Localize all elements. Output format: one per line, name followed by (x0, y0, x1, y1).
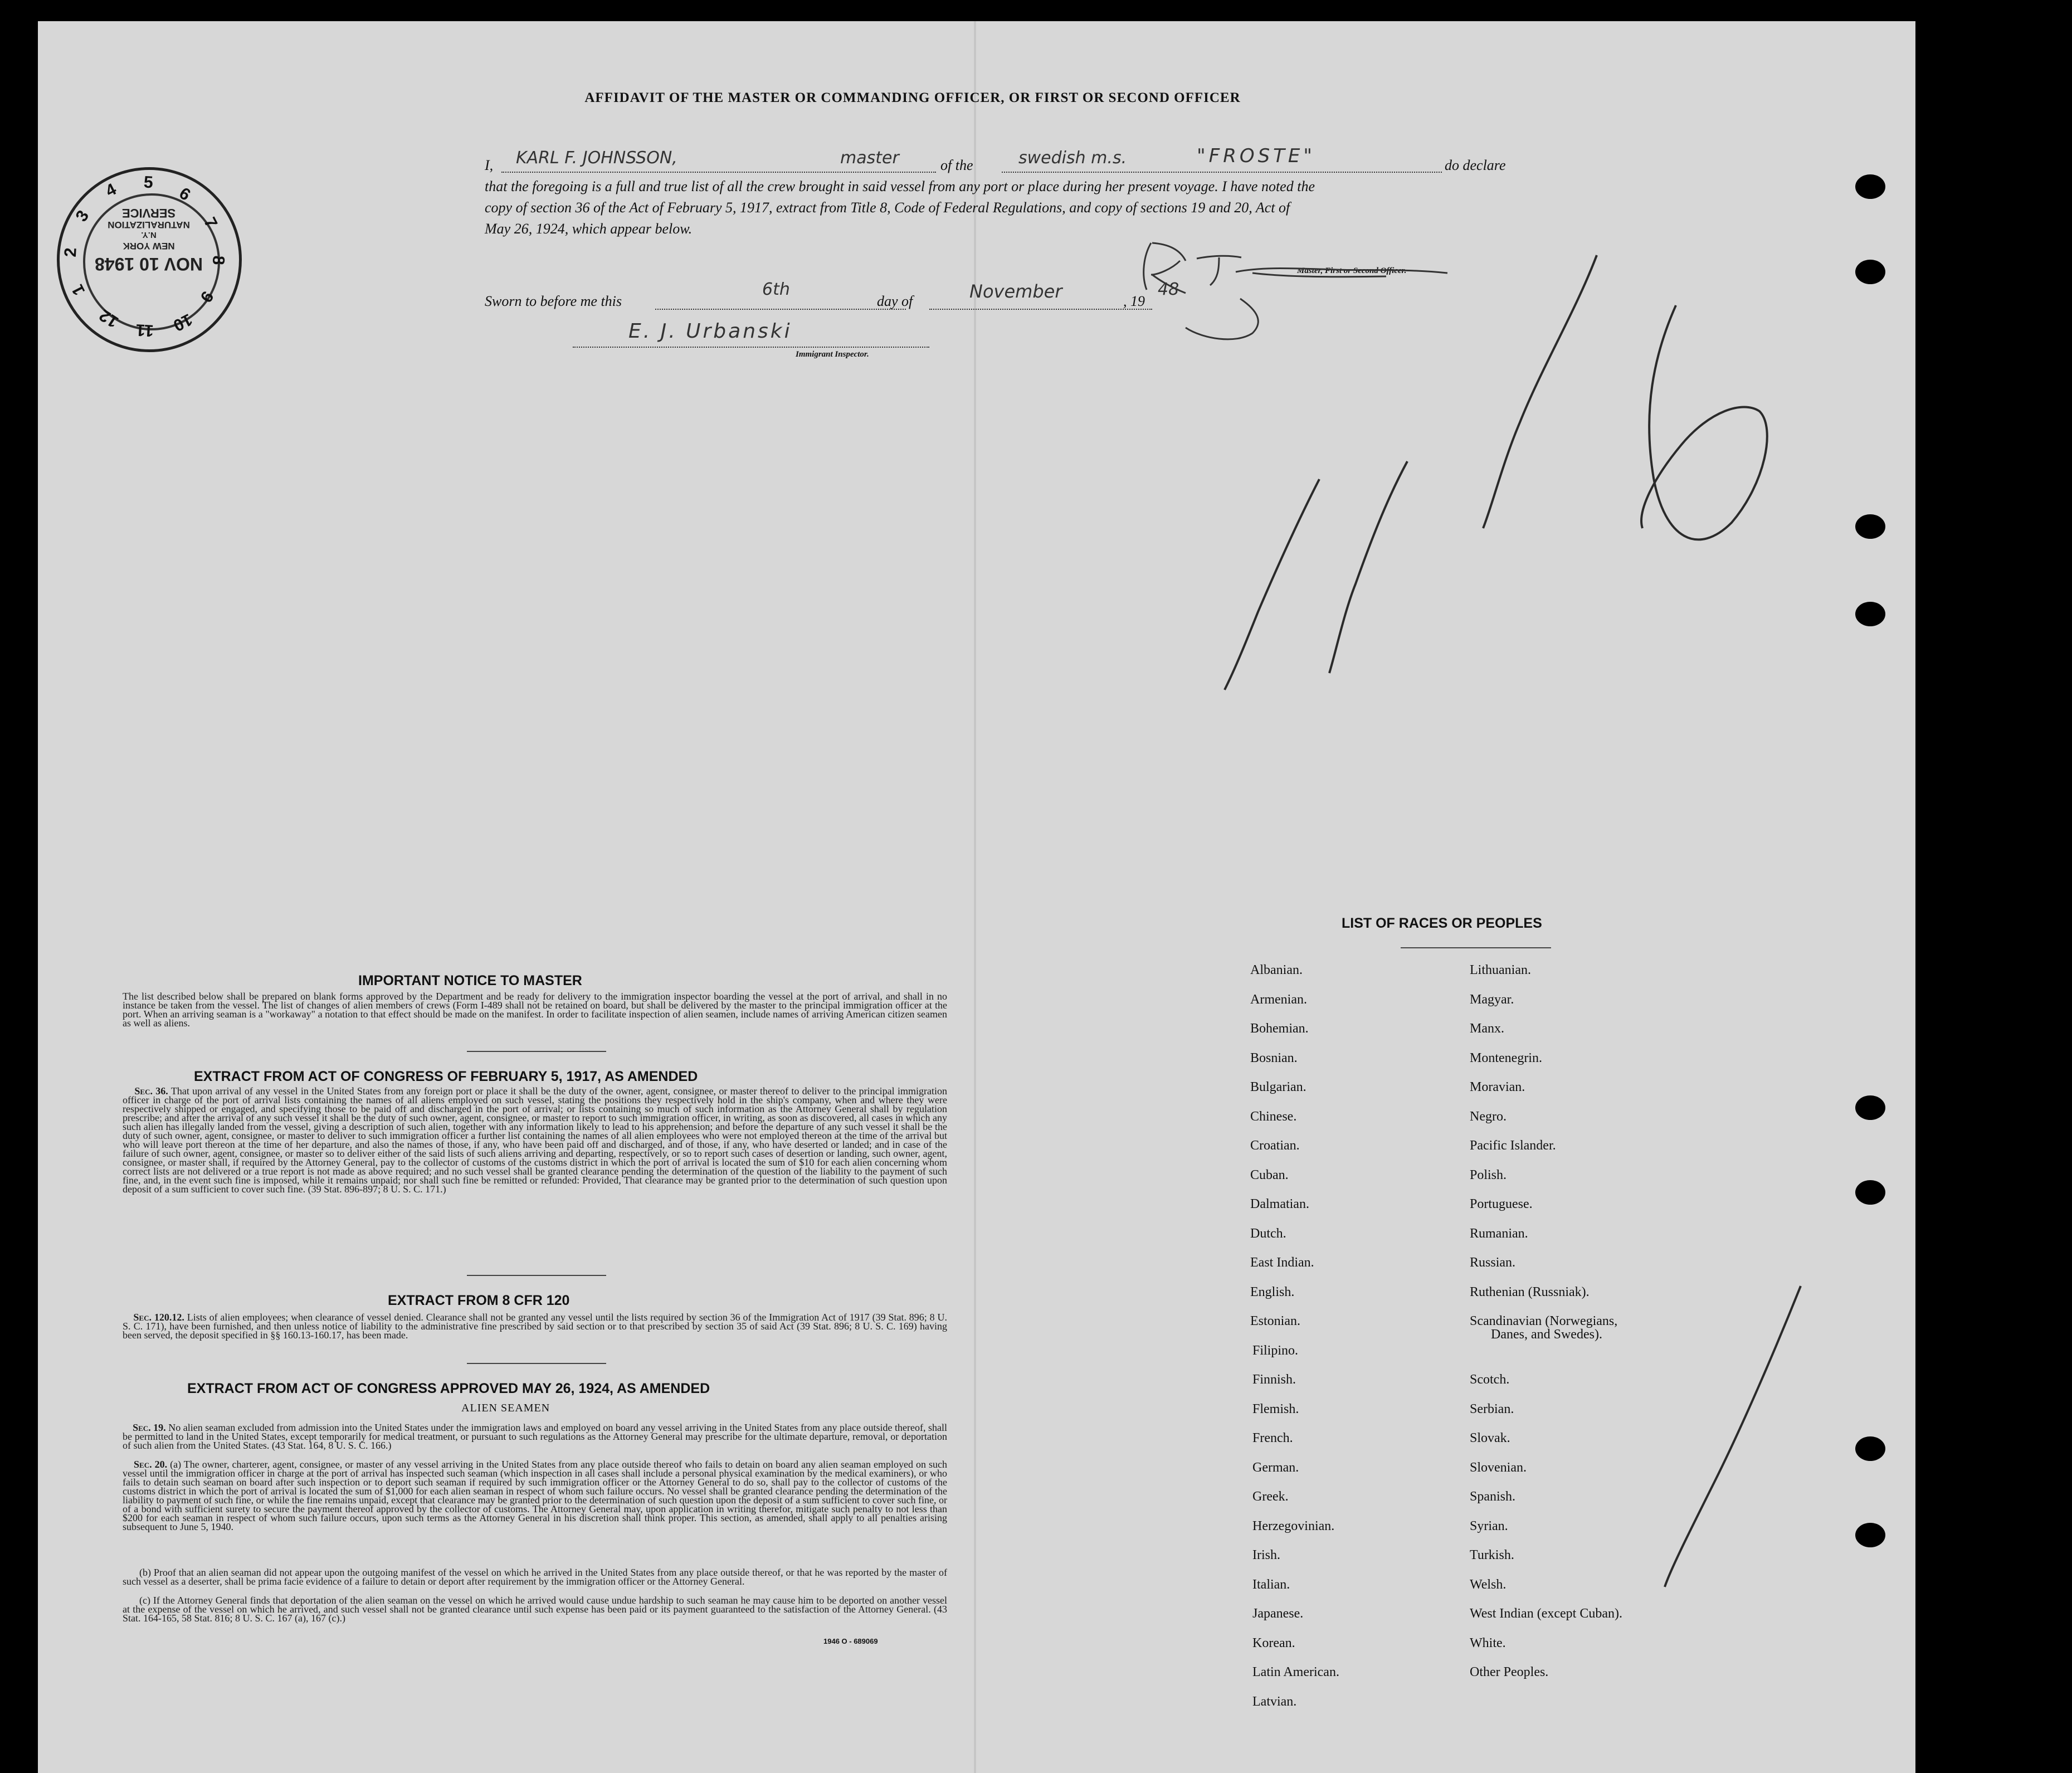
race-item: Polish. (1470, 1167, 1507, 1182)
sworn-day: 6th (762, 280, 790, 299)
race-item: Russian. (1470, 1255, 1516, 1270)
race-item: Finnish. (1252, 1372, 1296, 1387)
nationality: swedish m.s. (1018, 148, 1127, 168)
race-item: Latvian. (1252, 1694, 1297, 1709)
sworn-month: November (969, 281, 1062, 302)
stamp-line-1: SERVICE (121, 206, 176, 220)
stamp-digit: 10 (170, 309, 196, 335)
sec20-label: Sec. 20. (134, 1459, 168, 1470)
race-item: Cuban. (1250, 1167, 1289, 1182)
signature-stroke (1186, 299, 1258, 339)
race-item: Bohemian. (1250, 1021, 1309, 1036)
race-item: Moravian. (1470, 1080, 1525, 1094)
race-item: Syrian. (1470, 1518, 1508, 1533)
race-item: Lithuanian. (1470, 963, 1531, 977)
extract-cfr-text (123, 1313, 947, 1340)
stamp-digit: 2 (61, 247, 80, 258)
signature-stroke (1197, 256, 1447, 285)
race-item: English. (1250, 1284, 1295, 1299)
signature-stroke (1144, 243, 1186, 293)
stamp-digit: 9 (196, 288, 217, 306)
race-item: Albanian. (1250, 963, 1303, 977)
ink-stroke (1665, 1286, 1801, 1587)
race-item: Ruthenian (Russniak). (1470, 1284, 1590, 1299)
stamp-digit: 6 (175, 184, 194, 205)
stamp-digit: 8 (208, 255, 228, 266)
race-item: Spanish. (1470, 1489, 1516, 1504)
race-item: Dutch. (1250, 1226, 1286, 1241)
affidavit-line-4: May 26, 1924, which appear below. (485, 221, 693, 237)
extract-1924-text-b: (b) Proof that an alien seaman did not appear upon the outgoing manifest of the vessel on which he arrived in the United States from any place outside thereof, or that he was reported by the master of such vessel as a deserter, shall be prima facie evidence of a failure to detain or deport after requirement by the immigration officer or the Attorney General. (123, 1567, 947, 1587)
stamp-digit: 11 (135, 320, 154, 340)
divider (1401, 947, 1551, 948)
ink-stroke (1329, 461, 1407, 673)
sec19-label: Sec. 19. (133, 1422, 166, 1433)
race-item: Herzegovinian. (1252, 1518, 1335, 1533)
race-item: White. (1470, 1635, 1506, 1650)
divider (467, 1275, 606, 1276)
year-prefix: , 19 (1123, 293, 1145, 309)
stamp-line-2: NATURALIZATION (108, 220, 190, 230)
inspector-caption: Immigrant Inspector. (796, 350, 869, 359)
race-item: German. (1252, 1460, 1299, 1475)
race-item: Slovak. (1470, 1431, 1510, 1445)
races-title: LIST OF RACES OR PEOPLES (1342, 915, 1542, 931)
pre-i: I, (485, 157, 494, 173)
race-item: Slovenian. (1470, 1460, 1527, 1475)
divider (467, 1051, 606, 1052)
race-item: Latin American. (1252, 1665, 1339, 1679)
race-item: Chinese. (1250, 1109, 1297, 1124)
race-item: Scandinavian (Norwegians, (1470, 1314, 1618, 1328)
do-declare: do declare (1445, 157, 1506, 173)
race-item: Filipino. (1252, 1343, 1299, 1358)
day-of: day of (877, 293, 913, 309)
extract-1924-sec19 (123, 1423, 947, 1450)
race-item: Bulgarian. (1250, 1080, 1306, 1094)
handwritten-number (1308, 322, 1620, 465)
ink-stroke (1225, 479, 1319, 690)
race-item: Danes, and Swedes). (1491, 1327, 1602, 1342)
race-item: Dalmatian. (1250, 1197, 1309, 1211)
race-item: Estonian. (1250, 1314, 1300, 1328)
of-the: of the (940, 157, 973, 173)
inspector-name: E. J. Urbanski (628, 320, 792, 343)
stamp-digit: 12 (96, 305, 122, 332)
sec19-body: No alien seaman excluded from admission into the United States under the immigration laws and employed on board any vessel arriving in the United States from any place outside thereof, shall be permitted to land in the United States, except temporarily for medical treatment, or pursuant to such regulations as the Attorney General may prescribe for the ultimate departure, removal, or deportation of such alien from the United States. (43 Stat. 164, 8 U. S. C. 166.) (123, 1422, 948, 1451)
race-item: Serbian. (1470, 1401, 1514, 1416)
sec20-body: (a) The owner, charterer, agent, consignee, or master of any vessel arriving in the United States from any place outside thereof who fails to detain on board any alien seaman employed on such vessel until the immigration officer in charge at the port of arrival has inspected such seaman (which inspection in all cases shall include a personal physical examination by the medical examiners), or who fails to detain such seaman on board after such inspection or to deport such seaman if required by such immigration officer or the Attorney General to do so, shall pay to the collector of customs of the customs district in which the port of arrival is located the sum of $1,000 for each alien seaman in respect of whom such failure occurs. No vessel shall be granted clearance pending the determination of the liability to payment of such fine, or while the fine remains unpaid, except that clearance may be granted prior to the determination of such question upon the deposit of a sum sufficient to cover such fine, or of a bond with sufficient surety to secure the payment thereof approved by the collector of customs. The Attorney General may, upon application in writing therefor, mitigate such penalty to not less than $200 for each seaman in respect of whom such failure occurs, upon such terms as the Attorney General in his discretion shall think proper. This section, as amended, shall apply to all penalties arising subsequent to June 5, 1940. (123, 1459, 948, 1532)
extract-1917-title: EXTRACT FROM ACT OF CONGRESS OF FEBRUARY 5, 1917, AS AMENDED (194, 1069, 698, 1084)
affidavit-line-2: that the foregoing is a full and true list of all the crew brought in said vessel from any port or place during her present voyage. I have noted the (485, 178, 1315, 194)
race-item: Rumanian. (1470, 1226, 1528, 1241)
extract-cfr-body: Lists of alien employees; when clearance of vessel denied. Clearance shall not be granted any vessel until the lists required by section 36 of the Immigration Act of 1917 (39 Stat. 896; 8 U. S. C. 171), have been furnished, and then unless notice of liability to the administrative fine prescribed by said section or to that prescribed by section 35 of said Act (39 Stat. 896; 8 U. S. C. 169) having been served, the deposit specified in §§ 160.13-160.17, has been made. (123, 1312, 948, 1341)
race-item: Bosnian. (1250, 1050, 1298, 1065)
race-item: Greek. (1252, 1489, 1289, 1504)
affidavit-line-3: copy of section 36 of the Act of February 5, 1917, extract from Title 8, Code of Federal Regulations, and copy of sections 19 and 20, Act of (485, 199, 1290, 216)
stamp-digit: 4 (103, 180, 120, 201)
stamp-digit: 3 (72, 207, 93, 225)
race-item: Turkish. (1470, 1548, 1514, 1562)
extract-cfr-title: EXTRACT FROM 8 CFR 120 (388, 1293, 570, 1308)
affidavit-title: AFFIDAVIT OF THE MASTER OR COMMANDING OFFICER, OR FIRST OR SECOND OFFICER (584, 90, 1241, 105)
extract-cfr-sec: Sec. 120.12. (133, 1312, 184, 1323)
rank: master (840, 148, 899, 168)
document-page (38, 21, 1915, 1773)
race-item: Flemish. (1252, 1401, 1299, 1416)
stamp-line-3: N.Y. (141, 230, 157, 240)
race-item: Korean. (1252, 1635, 1295, 1650)
race-item: East Indian. (1250, 1255, 1314, 1270)
extract-1917-sec: Sec. 36. (134, 1085, 168, 1097)
print-code: 1946 O - 689069 (823, 1637, 878, 1645)
race-item: Italian. (1252, 1577, 1290, 1592)
race-item: Welsh. (1470, 1577, 1507, 1592)
race-item: Japanese. (1252, 1606, 1304, 1621)
extract-1924-sec20 (123, 1460, 947, 1531)
master-caption: Master, First or Second Officer. (1297, 266, 1407, 275)
stamp-digit: 7 (199, 214, 221, 231)
stamp-line-4: NEW YORK (123, 241, 175, 251)
race-item: French. (1252, 1431, 1293, 1445)
sworn-label: Sworn to before me this (485, 293, 622, 309)
race-item: Manx. (1470, 1021, 1504, 1036)
race-item: Magyar. (1470, 992, 1514, 1007)
extract-1917-body: That upon arrival of any vessel in the United States from any foreign port or place it shall be the duty of the owner, agent, consignee, or master thereof to deliver to the principal immigration officer in charge of the port of arrival lists containing the names of all aliens employed on such vessel, stating the positions they respectively hold in the ship's company, when and where they were respectively shipped or engaged, and specifying those to be paid off and discharged in the port of arrival; or lists containing so much of such information as the Attorney General shall by regulation prescribe; and after the arrival of any such vessel it shall be the duty of such owner, agent, consignee, or master to report to such immigration officer, in writing, as soon as discovered, all cases in which any such alien has illegally landed from the vessel, giving a description of such alien, together with any information likely to lead to his apprehension; and before the departure of any such vessel it shall be the duty of such owner, agent, consignee, or master to deliver to such immigration officer a further list containing the names of all alien employees who were not employed thereon at the time of the arrival but who will leave port thereon at the time of her departure, and also the names of those, if any, who have been paid off and discharged, and of those, if any, who have deserted or landed; and in case of the failure of such owner, agent, consignee, or master so to deliver either of the said lists of such aliens arriving and departing, respectively, or so to report such cases of desertion or landing, such owner, agent, consignee, or master shall, if required by the Attorney General, pay to the collector of customs of the customs district in which the port of arrival is located the sum of $10 for each alien concerning whom correct lists are not delivered or a true report is not made as above required; and no such vessel shall be granted clearance pending the determination of the question of the liability to the payment of such fine, and, in the event such fine is imposed, while it remains unpaid; nor shall such fine be remitted or refunded: Provided, That clearance may be granted prior to the determination of such question upon deposit of a sum sufficient to cover such fine. (39 Stat. 896-897; 8 U. S. C. 171.) (123, 1085, 947, 1195)
notice-title: IMPORTANT NOTICE TO MASTER (358, 973, 582, 988)
extract-1917-text (123, 1087, 947, 1194)
extract-1924-subtitle: ALIEN SEAMEN (461, 1402, 550, 1414)
extract-1924-title: EXTRACT FROM ACT OF CONGRESS APPROVED MAY 26, 1924, AS AMENDED (187, 1381, 710, 1396)
race-item: Scotch. (1470, 1372, 1510, 1387)
race-item: Pacific Islander. (1470, 1138, 1556, 1153)
race-item: Armenian. (1250, 992, 1307, 1007)
race-item: Montenegrin. (1470, 1050, 1542, 1065)
stamp-digit: 1 (68, 281, 89, 299)
race-item: Other Peoples. (1470, 1665, 1549, 1679)
race-item: Negro. (1470, 1109, 1507, 1124)
year-suffix: 48 (1158, 280, 1179, 299)
ink-stroke (1641, 305, 1767, 539)
notice-text: The list described below shall be prepared on blank forms approved by the Department and be ready for delivery to the immigration inspector boarding the vessel at the port of arrival, and shall in no instance be taken from the vessel. The list of changes of alien members of crews (Form I-489 shall not be retained on board, but shall be delivered by the master to the principal immigration officer at the port. When an arriving seaman is a "workaway" a notation to that effect should be made on the manifest. In order to facilitate inspection of alien seamen, include names of arriving American citizen seamen as well as aliens. (123, 991, 947, 1029)
race-item: Irish. (1252, 1548, 1280, 1562)
divider (467, 1363, 606, 1364)
stamp-digit: 5 (143, 173, 154, 192)
stamp-date: NOV 10 1948 (95, 254, 203, 274)
extract-1924-text-c: (c) If the Attorney General finds that deportation of the alien seaman on the vessel on which he arrived would cause undue hardship to such seaman he may cause him to be deported on another vessel at the expense of the vessel on which he arrived, and such vessel shall not be granted clearance until such expense has been paid or its payment guaranteed to the satisfaction of the Attorney General. (43 Stat. 164-165, 58 Stat. 816; 8 U. S. C. 167 (a), 167 (c).) (123, 1595, 947, 1624)
race-item: Portuguese. (1470, 1197, 1533, 1211)
vessel-name: "FROSTE" (1197, 145, 1316, 167)
race-item: Croatian. (1250, 1138, 1300, 1153)
race-item: West Indian (except Cuban). (1470, 1606, 1622, 1621)
master-name: KARL F. JOHNSSON, (516, 148, 677, 168)
